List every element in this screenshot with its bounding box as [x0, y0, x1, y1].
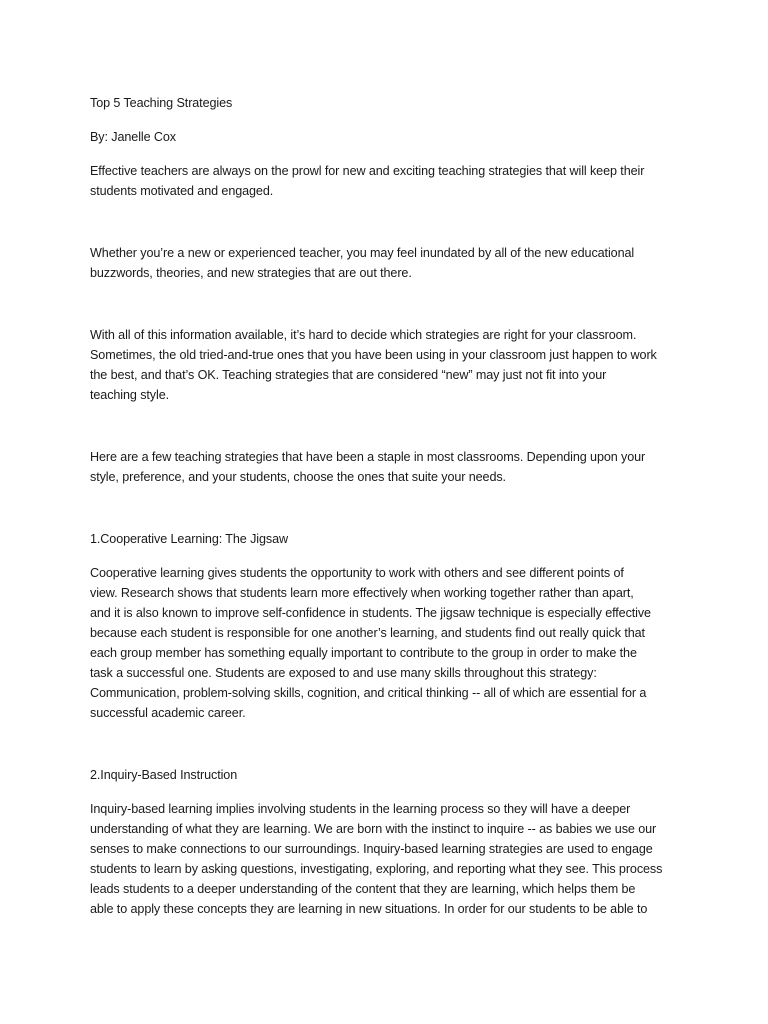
paragraph-few-strategies: Here are a few teaching strategies that have been a staple in most classrooms. Depending upon your style, preference, and your students, choose the ones that suite your needs. — [90, 450, 646, 484]
section-heading-inquiry-based: 2.Inquiry-Based Instruction — [90, 768, 238, 782]
paragraph-new-or-experienced: Whether you’re a new or experienced teacher, you may feel inundated by all of the new educational buzzwords, theories, and new strategies that are out there. — [90, 246, 635, 280]
document-byline: By: Janelle Cox — [90, 130, 176, 144]
paragraph-information-available: With all of this information available, it’s hard to decide which strategies are right for your classroom. Sometimes, the old tried-and-true ones that you have been using in your classroom just happen to work the best, and that’s OK. Teaching strategies that are considered “new” may just not fit into your teaching style. — [90, 328, 657, 402]
section-body-cooperative-learning: Cooperative learning gives students the opportunity to work with others and see different points of view. Research shows that students learn more effectively when working together rather than apart, and it is also known to improve self-confidence in students. The jigsaw technique is especially effective because each student is responsible for one another’s learning, and students find out really quick that each group member has something equally important to contribute to the group in order to make the task a successful one. Students are exposed to and use many skills throughout this strategy: Communication, problem-solving skills, cognition, and critical thinking -- all of which are essential for a successful academic career. — [90, 566, 651, 720]
section-body-inquiry-based: Inquiry-based learning implies involving students in the learning process so they will have a deeper understanding of what they are learning. We are born with the instinct to inquire -- as babies we use our senses to make connections to our surroundings. Inquiry-based learning strategies are used to engage students to learn by asking questions, investigating, exploring, and reporting what they see. This process leads students to a deeper understanding of the content that they are learning, which helps them be able to apply these concepts they are learning in new situations. In order for our students to be able to — [90, 802, 663, 916]
intro-paragraph: Effective teachers are always on the prowl for new and exciting teaching strategies that will keep their students motivated and engaged. — [90, 164, 645, 198]
document-title: Top 5 Teaching Strategies — [90, 96, 233, 110]
section-heading-cooperative-learning: 1.Cooperative Learning: The Jigsaw — [90, 532, 288, 546]
document-body — [90, 93, 690, 919]
